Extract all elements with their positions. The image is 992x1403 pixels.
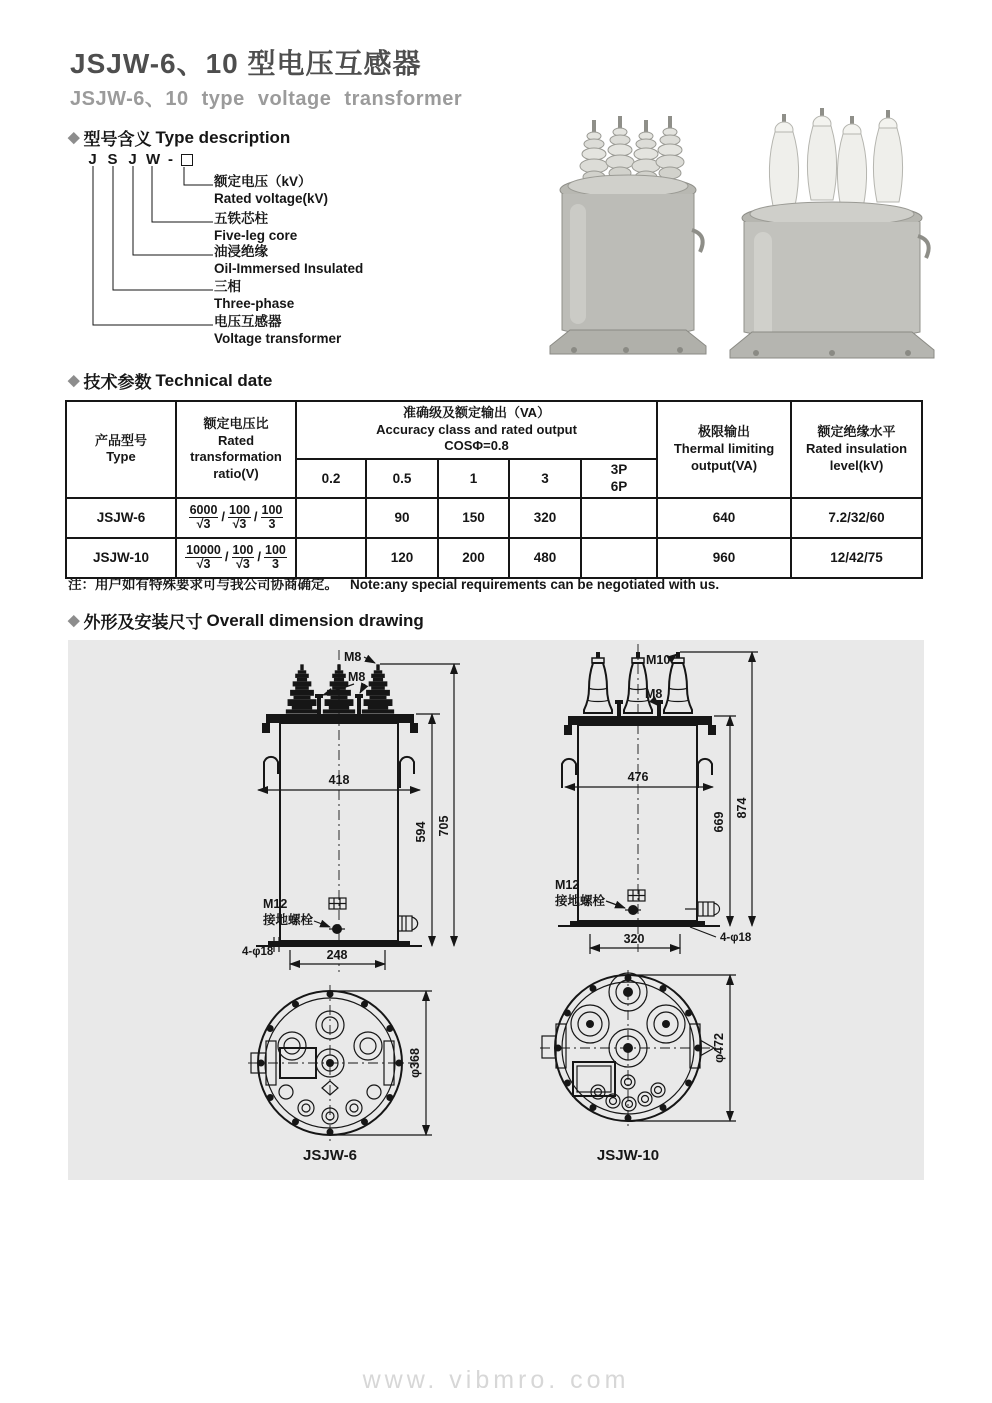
header-ratio-en: Rated transformation ratio(V) [190, 432, 282, 481]
diamond-bullet-icon: ◆ [68, 372, 80, 389]
cell-acc-3p6p [581, 498, 657, 538]
section-tech-en: Technical date [155, 370, 273, 390]
note-en: Note:any special requirements can be negotiated with us. [350, 577, 720, 592]
section-type-zh: 型号含义 [83, 130, 152, 149]
dim-705: 705 [437, 815, 451, 837]
subcol-3p: 3P [610, 462, 628, 477]
type-code-letter: W [146, 151, 161, 168]
dimension-drawings [68, 640, 924, 1180]
dim-248: 248 [326, 948, 348, 962]
cell-acc-05: 90 [366, 498, 438, 538]
table-row-jsjw-10 [66, 538, 922, 578]
header-accuracy-zh: 准确级及额定输出（VA） [402, 405, 551, 421]
type-label-five-leg-core [214, 211, 297, 244]
label-en: Oil-Immersed Insulated [214, 260, 364, 276]
subcol-3p6p [581, 459, 657, 498]
type-code-leader-lines [85, 166, 217, 332]
subcol-6p: 6P [610, 479, 628, 495]
dimension-drawing-panel [68, 640, 924, 1180]
page-title-en: JSJW-6、10 type voltage transformer [70, 88, 463, 110]
type-label-oil-immersed [214, 244, 363, 277]
label-zh: 三相 [214, 279, 241, 294]
dim-phi368: φ368 [408, 1048, 422, 1078]
section-dim-en: Overall dimension drawing [206, 610, 424, 630]
cell-acc-1: 150 [438, 498, 509, 538]
subcol-0-2: 0.2 [296, 459, 366, 498]
label-zh: 电压互感器 [214, 314, 282, 329]
type-label-rated-voltage [214, 174, 328, 207]
cell-acc-3: 480 [509, 538, 581, 578]
label-zh: 五铁芯柱 [214, 211, 268, 226]
col-header-insulation [791, 401, 922, 498]
type-code-labels [214, 166, 574, 366]
dim-4phi18: 4-φ18 [720, 932, 752, 944]
header-accuracy-cos: COSΦ=0.8 [444, 438, 509, 454]
caption-jsjw-10: JSJW-10 [596, 1147, 660, 1164]
dim-label-m10: M10 [646, 653, 671, 667]
label-ground-bolt-zh: 接地螺栓 [263, 913, 314, 927]
cell-thermal: 640 [657, 498, 791, 538]
subcol-1: 1 [438, 459, 509, 498]
cell-acc-1: 200 [438, 538, 509, 578]
subcol-0-5: 0.5 [366, 459, 438, 498]
cell-acc-05: 120 [366, 538, 438, 578]
header-insulation-en: Rated insulation level(kV) [805, 440, 908, 473]
cell-acc-02 [296, 498, 366, 538]
cell-type: JSJW-6 [66, 498, 176, 538]
section-technical-data [68, 368, 272, 393]
label-zh: 额定电压（kV） [214, 174, 312, 189]
col-header-thermal [657, 401, 791, 498]
label-zh: 油浸绝缘 [214, 244, 268, 259]
dim-320: 320 [623, 932, 645, 946]
type-label-three-phase [214, 279, 294, 312]
table-note [68, 573, 719, 593]
cell-type: JSJW-10 [66, 538, 176, 578]
jsjw10-top-view [540, 970, 736, 1164]
col-header-ratio [176, 401, 296, 498]
page-title-zh: JSJW-6、10 型电压互感器 [70, 48, 422, 79]
diamond-bullet-icon: ◆ [68, 129, 80, 146]
header-insulation-zh: 额定绝缘水平 [817, 424, 896, 440]
header-accuracy-en: Accuracy class and rated output [376, 421, 577, 437]
jsjw10-front-view [554, 644, 758, 954]
header-type-zh: 产品型号 [94, 432, 147, 448]
cell-thermal: 960 [657, 538, 791, 578]
dim-418: 418 [328, 773, 350, 787]
dim-476: 476 [627, 770, 649, 784]
cell-ratio: $\frac{6000}{√3}$ / $\frac{100}{√3}$ / $\frac{100}{3}$ [176, 498, 296, 538]
jsjw6-top-view [248, 985, 432, 1164]
cell-acc-3: 320 [509, 498, 581, 538]
header-type-en: Type [106, 449, 136, 465]
diamond-bullet-icon: ◆ [68, 612, 80, 629]
note-zh: 注：用户如有特殊要求可与我公司协商确定。 [68, 577, 338, 592]
dim-669: 669 [712, 811, 726, 833]
label-en: Five-leg core [214, 227, 298, 243]
dim-label-m8-top: M8 [344, 650, 362, 664]
technical-parameters-table [65, 400, 923, 579]
dim-label-m12: M12 [263, 897, 288, 911]
type-code-placeholder-box [181, 154, 193, 166]
section-tech-zh: 技术参数 [83, 373, 152, 392]
dim-874: 874 [735, 797, 749, 819]
cell-acc-3p6p [581, 538, 657, 578]
dim-594: 594 [414, 821, 428, 843]
dim-phi472: φ472 [712, 1033, 726, 1063]
dim-label-m12: M12 [555, 878, 580, 892]
header-thermal-zh: 极限输出 [698, 424, 751, 440]
cell-insulation: 12/42/75 [791, 538, 922, 578]
dim-label-m8-mid: M8 [348, 670, 366, 684]
label-en: Rated voltage(kV) [214, 190, 329, 206]
type-code-letter: J [128, 151, 137, 168]
type-code-letter: S [107, 151, 118, 168]
section-dimension-drawing [68, 608, 424, 633]
watermark: www. vibmro. com [362, 1366, 630, 1394]
type-label-voltage-transformer [214, 314, 341, 347]
dim-label-m8: M8 [645, 687, 663, 701]
label-en: Three-phase [214, 295, 295, 311]
col-header-accuracy [296, 401, 657, 459]
type-code-letter: J [88, 151, 97, 168]
table-row-jsjw-6 [66, 498, 922, 538]
col-header-type [66, 401, 176, 498]
caption-jsjw-6: JSJW-6 [303, 1147, 357, 1164]
type-code-dash: - [168, 151, 173, 168]
cell-insulation: 7.2/32/60 [791, 498, 922, 538]
cell-acc-02 [296, 538, 366, 578]
product-photo-jsjw-6 [540, 112, 712, 364]
header-thermal-en: Thermal limiting output(VA) [673, 440, 775, 473]
jsjw6-front-view [242, 650, 460, 972]
header-ratio-zh: 额定电压比 [203, 416, 269, 432]
subcol-3: 3 [509, 459, 581, 498]
section-type-description [68, 125, 290, 150]
label-ground-bolt-zh: 接地螺栓 [555, 894, 606, 908]
product-photo-jsjw-10 [716, 106, 948, 368]
section-type-en: Type description [155, 127, 291, 147]
section-dim-zh: 外形及安装尺寸 [83, 613, 203, 632]
label-en: Voltage transformer [214, 330, 342, 346]
cell-ratio: $\frac{10000}{√3}$ / $\frac{100}{√3}$ / $\frac{100}{3}$ [176, 538, 296, 578]
dim-4phi18: 4-φ18 [242, 946, 274, 958]
